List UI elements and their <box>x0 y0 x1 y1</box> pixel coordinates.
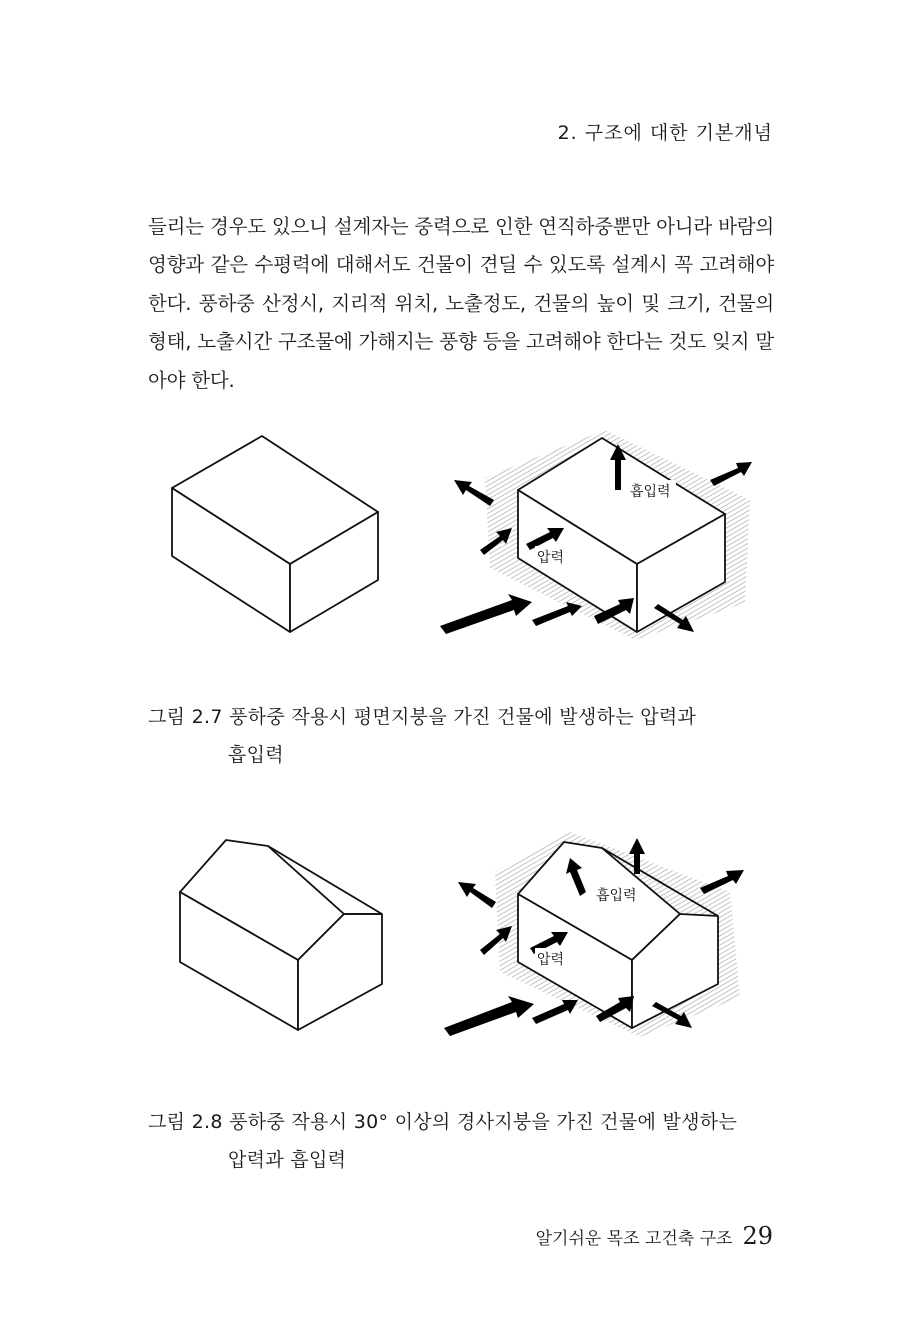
figure-2-7-illustration <box>140 418 790 648</box>
figure-2-8-caption-line2: 압력과 흡입력 <box>228 1149 347 1171</box>
figure-2-8 <box>140 822 790 1052</box>
book-title: 알기쉬운 목조 고건축 구조 <box>535 1229 733 1249</box>
figure-2-7-caption <box>148 698 768 774</box>
figure-2-8-caption-line1: 그림 2.8 풍하중 작용시 30° 이상의 경사지붕을 가진 건물에 발생하는 <box>148 1111 738 1133</box>
figure-2-7-caption-line1: 그림 2.7 풍하중 작용시 평면지붕을 가진 건물에 발생하는 압력과 <box>148 706 697 728</box>
gable-roof-building-loaded <box>518 842 718 1028</box>
suction-label-2: 흡입력 <box>596 888 637 904</box>
gable-roof-building <box>180 840 382 1030</box>
suction-label: 흡입력 <box>630 484 671 500</box>
page-number: 29 <box>742 1222 773 1250</box>
body-paragraph: 들리는 경우도 있으니 설계자는 중력으로 인한 연직하중뿐만 아니라 바람의 영향과 같은 수평력에 대해서도 건물이 견딜 수 있도록 설계시 꼭 고려해야 한다. 풍하중 산정시, 지리적 위치, 노출정도, 건물의 높이 및 크기, 건물의 형태, 노출시간 구조물에 가해지는 풍향 등을 고려해야 한다는 것도 잊지 말아야 한다. <box>148 214 774 392</box>
page-footer <box>536 1222 773 1250</box>
figure-2-7 <box>140 418 790 648</box>
pressure-label: 압력 <box>537 550 565 566</box>
figure-2-7-caption-line2: 흡입력 <box>228 744 284 766</box>
running-header: 2. 구조에 대한 기본개념 <box>557 122 773 144</box>
figure-2-8-caption <box>148 1103 774 1179</box>
pressure-label-2: 압력 <box>537 952 565 968</box>
flat-roof-building <box>172 436 378 632</box>
figure-2-8-illustration <box>140 822 790 1052</box>
